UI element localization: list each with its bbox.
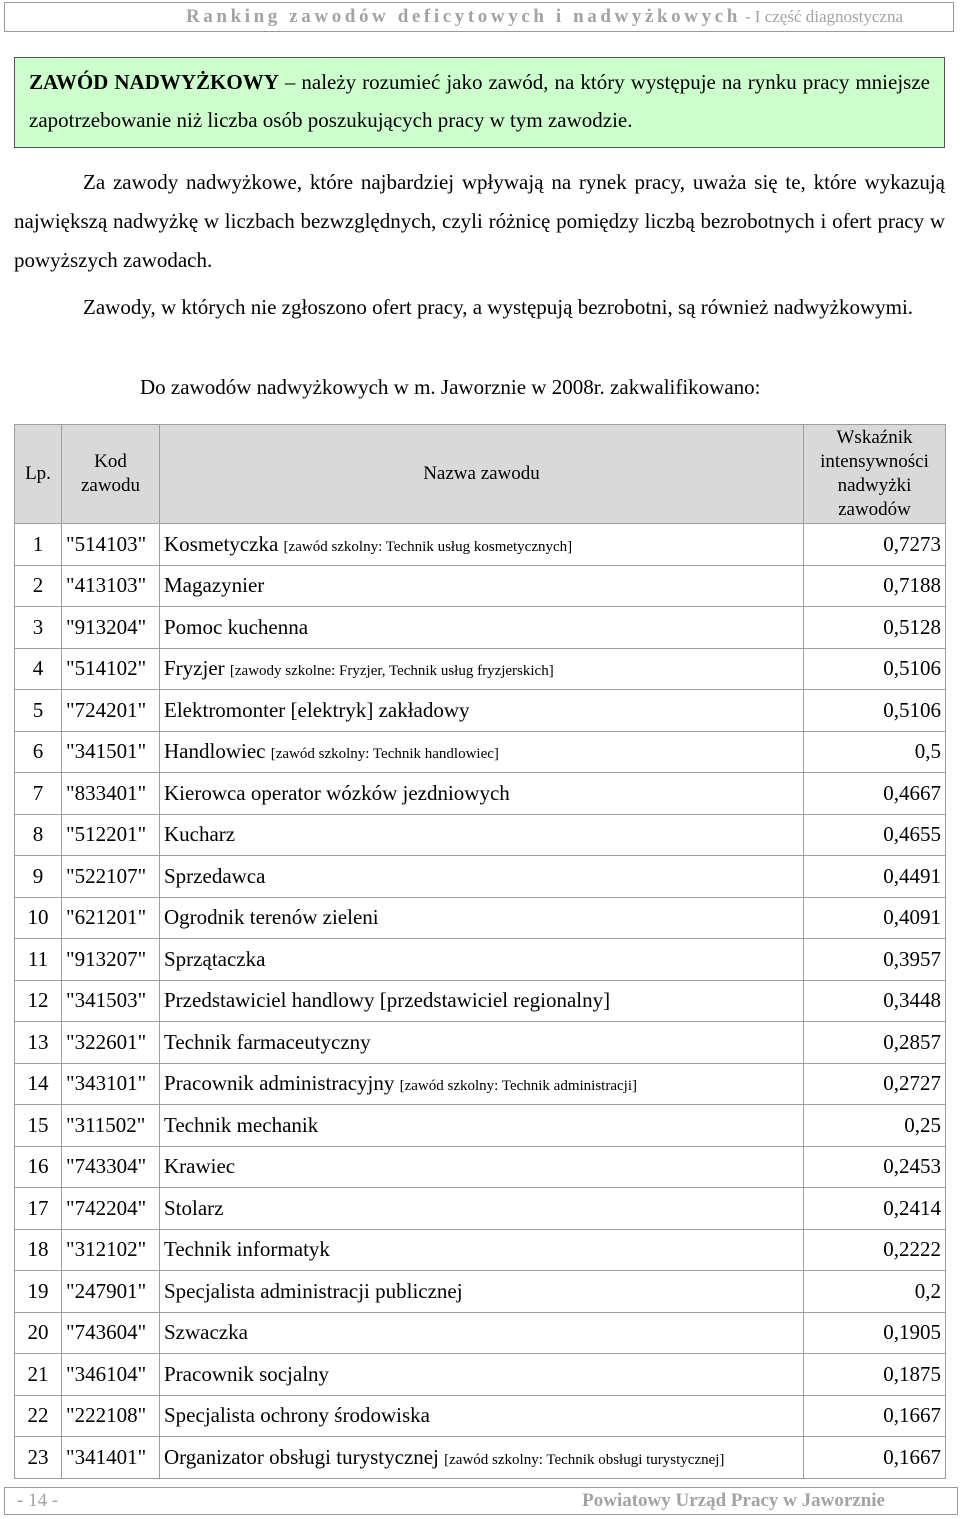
paragraph-1: Za zawody nadwyżkowe, które najbardziej wpływają na rynek pracy, uważa się te, które wykazują największą nadwyżkę w liczbach bezwzględnych, czyli różnicę pomiędzy liczbą bezrobotnych i ofert pracy w powyższych zawodach. — [14, 170, 945, 272]
row-code: "743604" — [62, 1312, 160, 1354]
row-name-cell — [160, 1063, 804, 1105]
row-name-cell — [160, 524, 804, 566]
row-name-cell — [160, 1022, 804, 1064]
row-code: "522107" — [62, 856, 160, 898]
row-name-cell — [160, 897, 804, 939]
organization-name: Powiatowy Urząd Pracy w Jaworznie — [582, 1490, 885, 1511]
occupation-note: [zawód szkolny: Technik administracji] — [399, 1078, 637, 1095]
row-name-cell — [160, 1395, 804, 1437]
row-index-value: 0,1667 — [804, 1437, 946, 1479]
definition-term: ZAWÓD NADWYŻKOWY — [29, 70, 279, 94]
row-name-cell — [160, 565, 804, 607]
row-name-cell — [160, 1437, 804, 1479]
row-index-value: 0,4655 — [804, 814, 946, 856]
row-index-value: 0,25 — [804, 1105, 946, 1147]
header-code: Kod zawodu — [62, 425, 160, 524]
occupation-name: Krawiec — [164, 1154, 236, 1179]
occupation-name: Pomoc kuchenna — [164, 614, 309, 639]
row-code: "743304" — [62, 1146, 160, 1188]
row-index-value: 0,1905 — [804, 1312, 946, 1354]
row-name-cell — [160, 1146, 804, 1188]
page-number: - 14 - — [17, 1490, 59, 1511]
row-lp: 16 — [15, 1146, 62, 1188]
row-lp: 3 — [15, 607, 62, 649]
row-name-cell — [160, 773, 804, 815]
table-row — [15, 1146, 946, 1188]
occupation-note: [zawód szkolny: Technik handlowiec] — [270, 746, 499, 763]
table-header-row — [15, 425, 946, 524]
table-row — [15, 690, 946, 732]
row-lp: 17 — [15, 1188, 62, 1230]
table-row — [15, 773, 946, 815]
row-code: "512201" — [62, 814, 160, 856]
occupation-name: Sprzątaczka — [164, 946, 266, 971]
row-index-value: 0,3957 — [804, 939, 946, 981]
occupation-name: Sprzedawca — [164, 863, 266, 888]
paragraph-3: Do zawodów nadwyżkowych w m. Jaworznie w 2008r. zakwalifikowano: — [140, 375, 761, 399]
row-lp: 6 — [15, 731, 62, 773]
row-lp: 14 — [15, 1063, 62, 1105]
paragraph-2: Zawody, w których nie zgłoszono ofert pracy, a występują bezrobotni, są również nadwyżkowymi. — [83, 295, 914, 319]
table-row — [15, 524, 946, 566]
row-code: "341501" — [62, 731, 160, 773]
row-lp: 22 — [15, 1395, 62, 1437]
table-row — [15, 1271, 946, 1313]
row-index-value: 0,5106 — [804, 690, 946, 732]
row-name-cell — [160, 980, 804, 1022]
row-code: "222108" — [62, 1395, 160, 1437]
table-row — [15, 565, 946, 607]
row-code: "247901" — [62, 1271, 160, 1313]
row-lp: 12 — [15, 980, 62, 1022]
row-name-cell — [160, 1229, 804, 1271]
row-name-cell — [160, 856, 804, 898]
occupation-name: Przedstawiciel handlowy [przedstawiciel regionalny] — [164, 988, 611, 1013]
row-name-cell — [160, 731, 804, 773]
row-lp: 11 — [15, 939, 62, 981]
row-code: "621201" — [62, 897, 160, 939]
occupation-name: Specjalista ochrony środowiska — [164, 1403, 430, 1428]
table-row — [15, 1354, 946, 1396]
row-code: "833401" — [62, 773, 160, 815]
definition-text: – należy rozumieć jako zawód, na który występuje na rynku pracy mniejsze zapotrzebowanie niż liczba osób poszukujących pracy w tym zawodzie. — [29, 70, 930, 132]
row-lp: 4 — [15, 648, 62, 690]
row-index-value: 0,2453 — [804, 1146, 946, 1188]
row-name-cell — [160, 648, 804, 690]
ranking-table — [14, 424, 946, 1479]
row-index-value: 0,2857 — [804, 1022, 946, 1064]
table-row — [15, 648, 946, 690]
row-name-cell — [160, 939, 804, 981]
occupation-name: Specjalista administracji publicznej — [164, 1278, 463, 1303]
row-code: "343101" — [62, 1063, 160, 1105]
row-lp: 23 — [15, 1437, 62, 1479]
occupation-name: Organizator obsługi turystycznej — [164, 1444, 439, 1469]
row-lp: 9 — [15, 856, 62, 898]
occupation-note: [zawód szkolny: Technik usług kosmetycznych] — [283, 538, 573, 555]
row-name-cell — [160, 1271, 804, 1313]
row-lp: 10 — [15, 897, 62, 939]
row-lp: 1 — [15, 524, 62, 566]
page-header — [4, 2, 954, 32]
header-name: Nazwa zawodu — [160, 425, 804, 524]
row-code: "724201" — [62, 690, 160, 732]
row-index-value: 0,3448 — [804, 980, 946, 1022]
row-code: "514102" — [62, 648, 160, 690]
occupation-name: Kierowca operator wózków jezdniowych — [164, 780, 510, 805]
row-code: "413103" — [62, 565, 160, 607]
row-code: "341503" — [62, 980, 160, 1022]
occupation-note: [zawody szkolne: Fryzjer, Technik usług fryzjerskich] — [229, 663, 554, 680]
occupation-name: Szwaczka — [164, 1320, 248, 1345]
row-index-value: 0,5128 — [804, 607, 946, 649]
row-lp: 19 — [15, 1271, 62, 1313]
occupation-name: Fryzjer — [164, 656, 225, 681]
table-row — [15, 731, 946, 773]
row-name-cell — [160, 814, 804, 856]
definition-box — [14, 57, 945, 148]
row-index-value: 0,2414 — [804, 1188, 946, 1230]
occupation-note: [zawód szkolny: Technik obsługi turystycznej] — [444, 1451, 725, 1468]
table-row — [15, 897, 946, 939]
row-index-value: 0,4091 — [804, 897, 946, 939]
table-row — [15, 856, 946, 898]
row-index-value: 0,4491 — [804, 856, 946, 898]
row-index-value: 0,7273 — [804, 524, 946, 566]
occupation-name: Handlowiec — [164, 739, 266, 764]
row-code: "322601" — [62, 1022, 160, 1064]
row-lp: 8 — [15, 814, 62, 856]
table-row — [15, 939, 946, 981]
row-lp: 15 — [15, 1105, 62, 1147]
occupation-name: Technik informatyk — [164, 1237, 330, 1262]
row-index-value: 0,2222 — [804, 1229, 946, 1271]
row-name-cell — [160, 607, 804, 649]
row-lp: 21 — [15, 1354, 62, 1396]
occupation-name: Ogrodnik terenów zieleni — [164, 905, 379, 930]
page-footer — [4, 1487, 958, 1515]
row-lp: 18 — [15, 1229, 62, 1271]
row-name-cell — [160, 1188, 804, 1230]
table-row — [15, 1395, 946, 1437]
occupation-name: Kucharz — [164, 822, 236, 847]
occupation-name: Technik farmaceutyczny — [164, 1029, 371, 1054]
row-code: "514103" — [62, 524, 160, 566]
table-row — [15, 1188, 946, 1230]
occupation-name: Elektromonter [elektryk] zakładowy — [164, 697, 470, 722]
document-subtitle: - I część diagnostyczna — [744, 7, 903, 26]
table-row — [15, 1229, 946, 1271]
document-title: Ranking zawodów deficytowych i nadwyżkowych — [185, 6, 741, 27]
occupation-name: Technik mechanik — [164, 1112, 319, 1137]
header-lp: Lp. — [15, 425, 62, 524]
row-code: "346104" — [62, 1354, 160, 1396]
row-lp: 20 — [15, 1312, 62, 1354]
occupation-name: Stolarz — [164, 1195, 224, 1220]
row-lp: 7 — [15, 773, 62, 815]
row-name-cell — [160, 1105, 804, 1147]
row-name-cell — [160, 690, 804, 732]
table-row — [15, 1063, 946, 1105]
row-index-value: 0,1875 — [804, 1354, 946, 1396]
occupation-name: Pracownik socjalny — [164, 1361, 330, 1386]
row-index-value: 0,2727 — [804, 1063, 946, 1105]
header-index: Wskaźnik intensywności nadwyżki zawodów — [804, 425, 946, 524]
row-lp: 5 — [15, 690, 62, 732]
row-name-cell — [160, 1312, 804, 1354]
occupation-name: Kosmetyczka — [164, 531, 279, 556]
table-row — [15, 1105, 946, 1147]
row-index-value: 0,5106 — [804, 648, 946, 690]
row-index-value: 0,5 — [804, 731, 946, 773]
occupation-name: Pracownik administracyjny — [164, 1071, 395, 1096]
table-row — [15, 1312, 946, 1354]
table-row — [15, 980, 946, 1022]
row-code: "311502" — [62, 1105, 160, 1147]
row-lp: 13 — [15, 1022, 62, 1064]
row-code: "913204" — [62, 607, 160, 649]
table-row — [15, 607, 946, 649]
table-row — [15, 1437, 946, 1479]
row-name-cell — [160, 1354, 804, 1396]
table-row — [15, 814, 946, 856]
row-code: "341401" — [62, 1437, 160, 1479]
row-code: "312102" — [62, 1229, 160, 1271]
occupation-name: Magazynier — [164, 573, 265, 598]
row-code: "913207" — [62, 939, 160, 981]
row-index-value: 0,7188 — [804, 565, 946, 607]
row-index-value: 0,2 — [804, 1271, 946, 1313]
table-row — [15, 1022, 946, 1064]
row-code: "742204" — [62, 1188, 160, 1230]
row-index-value: 0,1667 — [804, 1395, 946, 1437]
row-lp: 2 — [15, 565, 62, 607]
row-index-value: 0,4667 — [804, 773, 946, 815]
